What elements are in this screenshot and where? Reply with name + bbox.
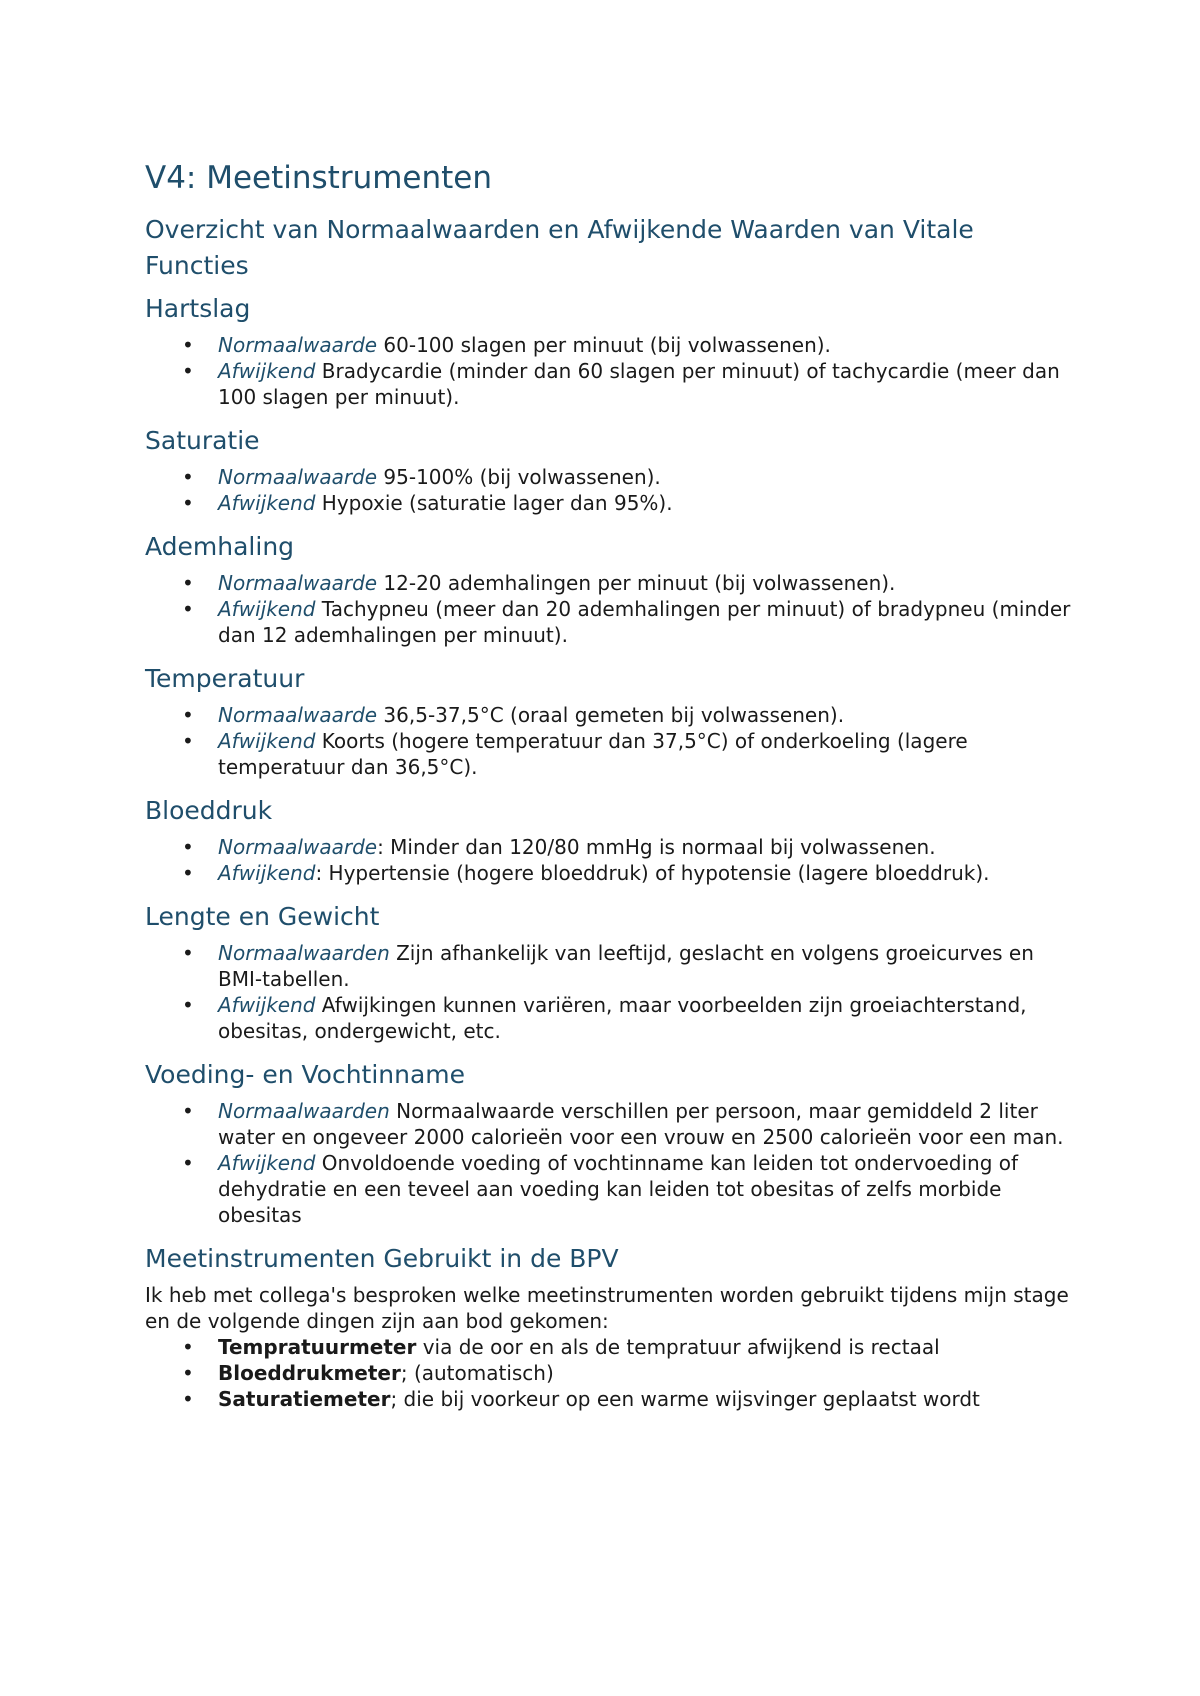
list-item (145, 860, 1075, 886)
item-text: via de oor en als de tempratuur afwijkend is rectaal (416, 1335, 940, 1359)
section-heading: Temperatuur (145, 664, 305, 693)
list-item (145, 490, 1075, 516)
item-label: Normaalwaarde (218, 571, 378, 595)
section-heading: Hartslag (145, 294, 251, 323)
item-label: Afwijkend (218, 1151, 316, 1175)
list-item (145, 570, 1075, 596)
bullet-list (145, 702, 1075, 780)
item-text: Zijn afhankelijk van leeftijd, geslacht en volgens groeicurves en BMI-tabellen. (218, 941, 1034, 991)
bullet-icon: • (182, 1361, 194, 1385)
bullet-list (145, 1334, 1075, 1412)
section-heading: Lengte en Gewicht (145, 902, 380, 931)
section-hartslag (145, 292, 1075, 410)
list-item (145, 1098, 1075, 1150)
instrument-name: Tempratuurmeter (218, 1335, 417, 1359)
item-text: : Minder dan 120/80 mmHg is normaal bij volwassenen. (377, 835, 936, 859)
bullet-icon: • (182, 729, 194, 753)
item-label: Normaalwaarden (218, 1099, 390, 1123)
bullet-icon: • (182, 835, 194, 859)
item-text: Normaalwaarde verschillen per persoon, maar gemiddeld 2 liter water en ongeveer 2000 calorieën voor een vrouw en 2500 calorieën voor een man. (218, 1099, 1064, 1149)
page-title: V4: Meetinstrumenten (145, 160, 493, 196)
section-heading: Bloeddruk (145, 796, 273, 825)
bullet-icon: • (182, 861, 194, 885)
instrument-name: Bloeddrukmeter (218, 1361, 401, 1385)
bullet-list (145, 464, 1075, 516)
bullet-list (145, 834, 1075, 886)
bullet-list (145, 570, 1075, 648)
item-label: Afwijkend (218, 993, 316, 1017)
section-temperatuur (145, 662, 1075, 780)
item-text: 95-100% (bij volwassenen). (377, 465, 661, 489)
section-heading: Ademhaling (145, 532, 295, 561)
bullet-icon: • (182, 333, 194, 357)
item-label: Afwijkend (218, 597, 316, 621)
section-heading: Meetinstrumenten Gebruikt in de BPV (145, 1244, 619, 1273)
item-text: Tachypneu (meer dan 20 ademhalingen per minuut) of bradypneu (minder dan 12 ademhalingen per minuut). (218, 597, 1071, 647)
bullet-icon: • (182, 359, 194, 383)
page-subtitle: Overzicht van Normaalwaarden en Afwijkende Waarden van Vitale Functies (145, 215, 974, 280)
section-voeding-vochtinname (145, 1058, 1075, 1228)
document-content (145, 158, 1075, 1412)
section-ademhaling (145, 530, 1075, 648)
bullet-icon: • (182, 993, 194, 1017)
item-text: : Hypertensie (hogere bloeddruk) of hypotensie (lagere bloeddruk). (315, 861, 990, 885)
bullet-icon: • (182, 703, 194, 727)
bullet-icon: • (182, 465, 194, 489)
section-saturatie (145, 424, 1075, 516)
bullet-list (145, 1098, 1075, 1228)
section-heading: Saturatie (145, 426, 260, 455)
item-label: Afwijkend (218, 491, 316, 515)
item-text: ; (automatisch) (400, 1361, 554, 1385)
item-label: Normaalwaarde (218, 703, 378, 727)
item-text: 60-100 slagen per minuut (bij volwassenen). (377, 333, 831, 357)
list-item (145, 596, 1075, 648)
item-text: Afwijkingen kunnen variëren, maar voorbeelden zijn groeiachterstand, obesitas, ondergewicht, etc. (218, 993, 1027, 1043)
bullet-icon: • (182, 1335, 194, 1359)
section-lengte-gewicht (145, 900, 1075, 1044)
section-bloeddruk (145, 794, 1075, 886)
bullet-icon: • (182, 1387, 194, 1411)
item-text: 36,5-37,5°C (oraal gemeten bij volwassenen). (377, 703, 845, 727)
bullet-icon: • (182, 941, 194, 965)
item-label: Afwijkend (218, 729, 316, 753)
section-heading: Voeding- en Vochtinname (145, 1060, 466, 1089)
list-item (145, 992, 1075, 1044)
bullet-icon: • (182, 597, 194, 621)
item-label: Normaalwaarde (218, 465, 378, 489)
list-item (145, 728, 1075, 780)
bullet-icon: • (182, 571, 194, 595)
item-label: Normaalwaarde (218, 835, 378, 859)
bullet-icon: • (182, 491, 194, 515)
item-label: Afwijkend (218, 861, 316, 885)
list-item (145, 940, 1075, 992)
list-item (145, 332, 1075, 358)
item-text: ; die bij voorkeur op een warme wijsvinger geplaatst wordt (390, 1387, 980, 1411)
instrument-name: Saturatiemeter (218, 1387, 391, 1411)
list-item (145, 358, 1075, 410)
item-text: 12-20 ademhalingen per minuut (bij volwassenen). (377, 571, 896, 595)
item-label: Normaalwaarde (218, 333, 378, 357)
list-item (145, 1386, 1075, 1412)
item-text: Onvoldoende voeding of vochtinname kan leiden tot ondervoeding of dehydratie en een teveel aan voeding kan leiden tot obesitas of zelfs morbide obesitas (218, 1151, 1019, 1227)
list-item (145, 834, 1075, 860)
bullet-icon: • (182, 1151, 194, 1175)
list-item (145, 702, 1075, 728)
item-label: Normaalwaarden (218, 941, 390, 965)
item-text: Bradycardie (minder dan 60 slagen per minuut) of tachycardie (meer dan 100 slagen per minuut). (218, 359, 1060, 409)
list-item (145, 1334, 1075, 1360)
section-bpv (145, 1242, 1075, 1412)
list-item (145, 464, 1075, 490)
bullet-list (145, 940, 1075, 1044)
item-label: Afwijkend (218, 359, 316, 383)
bpv-intro: Ik heb met collega's besproken welke meetinstrumenten worden gebruikt tijdens mijn stage en de volgende dingen zijn aan bod gekomen: (145, 1283, 1069, 1333)
bullet-icon: • (182, 1099, 194, 1123)
list-item (145, 1360, 1075, 1386)
item-text: Hypoxie (saturatie lager dan 95%). (315, 491, 673, 515)
list-item (145, 1150, 1075, 1228)
item-text: Koorts (hogere temperatuur dan 37,5°C) of onderkoeling (lagere temperatuur dan 36,5°C). (218, 729, 968, 779)
bullet-list (145, 332, 1075, 410)
